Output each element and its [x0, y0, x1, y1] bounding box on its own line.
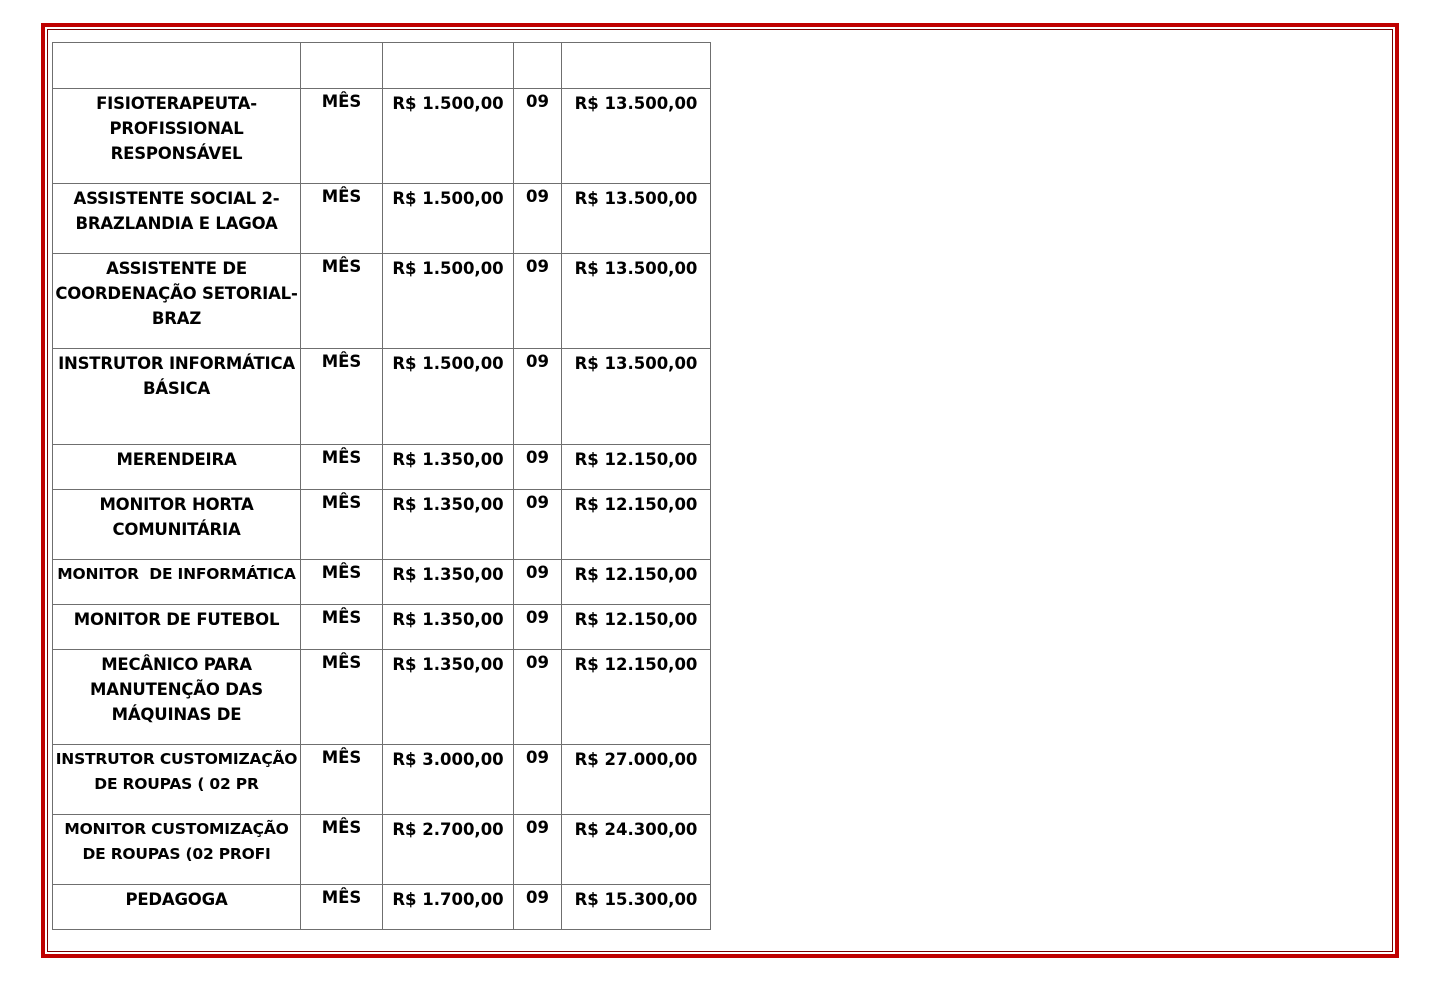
- unit-price-cell: R$ 1.700,00: [383, 885, 514, 930]
- unit-price-cell: R$ 3.000,00: [383, 745, 514, 815]
- unit-cell: MÊS: [301, 885, 383, 930]
- total-cell: R$ 24.300,00: [562, 815, 711, 885]
- total-cell: R$ 27.000,00: [562, 745, 711, 815]
- table-row: [53, 745, 711, 815]
- unit-price-cell: R$ 1.350,00: [383, 605, 514, 650]
- table-row: [53, 445, 711, 490]
- role-cell: MONITOR HORTA COMUNITÁRIA: [53, 490, 301, 560]
- table-header-row: [53, 43, 711, 89]
- role-cell: FISIOTERAPEUTA-PROFISSIONAL RESPONSÁVEL: [53, 89, 301, 184]
- unit-price-cell: R$ 1.350,00: [383, 490, 514, 560]
- total-cell: R$ 15.300,00: [562, 885, 711, 930]
- unit-cell: MÊS: [301, 560, 383, 605]
- total-cell: R$ 12.150,00: [562, 650, 711, 745]
- total-cell: R$ 13.500,00: [562, 184, 711, 254]
- header-cell-price: [383, 43, 514, 89]
- unit-price-cell: R$ 1.350,00: [383, 650, 514, 745]
- unit-cell: MÊS: [301, 89, 383, 184]
- unit-cell: MÊS: [301, 815, 383, 885]
- unit-price-cell: R$ 1.350,00: [383, 445, 514, 490]
- table-row: [53, 605, 711, 650]
- header-cell-qty: [514, 43, 562, 89]
- role-cell: INSTRUTOR CUSTOMIZAÇÃO DE ROUPAS ( 02 PR: [53, 745, 301, 815]
- total-cell: R$ 12.150,00: [562, 605, 711, 650]
- unit-cell: MÊS: [301, 745, 383, 815]
- role-cell: MONITOR CUSTOMIZAÇÃO DE ROUPAS (02 PROFI: [53, 815, 301, 885]
- table-row: [53, 650, 711, 745]
- total-cell: R$ 13.500,00: [562, 89, 711, 184]
- quantity-cell: 09: [514, 815, 562, 885]
- table-row: [53, 184, 711, 254]
- unit-cell: MÊS: [301, 650, 383, 745]
- total-cell: R$ 13.500,00: [562, 254, 711, 349]
- header-cell-role: [53, 43, 301, 89]
- unit-cell: MÊS: [301, 254, 383, 349]
- unit-cell: MÊS: [301, 349, 383, 445]
- unit-cell: MÊS: [301, 445, 383, 490]
- quantity-cell: 09: [514, 184, 562, 254]
- quantity-cell: 09: [514, 254, 562, 349]
- quantity-cell: 09: [514, 89, 562, 184]
- total-cell: R$ 12.150,00: [562, 490, 711, 560]
- total-cell: R$ 12.150,00: [562, 560, 711, 605]
- table-row: [53, 560, 711, 605]
- unit-price-cell: R$ 1.500,00: [383, 184, 514, 254]
- unit-price-cell: R$ 2.700,00: [383, 815, 514, 885]
- role-cell: ASSISTENTE DE COORDENAÇÃO SETORIAL-BRAZ: [53, 254, 301, 349]
- quantity-cell: 09: [514, 650, 562, 745]
- cost-table: [52, 42, 711, 930]
- unit-cell: MÊS: [301, 184, 383, 254]
- table-row: [53, 885, 711, 930]
- unit-price-cell: R$ 1.500,00: [383, 349, 514, 445]
- total-cell: R$ 13.500,00: [562, 349, 711, 445]
- table-row: [53, 490, 711, 560]
- role-cell: ASSISTENTE SOCIAL 2-BRAZLANDIA E LAGOA: [53, 184, 301, 254]
- quantity-cell: 09: [514, 605, 562, 650]
- unit-cell: MÊS: [301, 605, 383, 650]
- unit-price-cell: R$ 1.500,00: [383, 89, 514, 184]
- quantity-cell: 09: [514, 560, 562, 605]
- role-cell: INSTRUTOR INFORMÁTICA BÁSICA: [53, 349, 301, 445]
- quantity-cell: 09: [514, 349, 562, 445]
- quantity-cell: 09: [514, 745, 562, 815]
- role-cell: MERENDEIRA: [53, 445, 301, 490]
- role-cell: MONITOR DE FUTEBOL: [53, 605, 301, 650]
- table-row: [53, 254, 711, 349]
- unit-price-cell: R$ 1.500,00: [383, 254, 514, 349]
- unit-cell: MÊS: [301, 490, 383, 560]
- quantity-cell: 09: [514, 445, 562, 490]
- quantity-cell: 09: [514, 490, 562, 560]
- header-cell-unit: [301, 43, 383, 89]
- table-row: [53, 349, 711, 445]
- quantity-cell: 09: [514, 885, 562, 930]
- table-row: [53, 815, 711, 885]
- role-cell: MECÂNICO PARA MANUTENÇÃO DAS MÁQUINAS DE: [53, 650, 301, 745]
- header-cell-total: [562, 43, 711, 89]
- unit-price-cell: R$ 1.350,00: [383, 560, 514, 605]
- table-row: [53, 89, 711, 184]
- total-cell: R$ 12.150,00: [562, 445, 711, 490]
- role-cell: PEDAGOGA: [53, 885, 301, 930]
- role-cell: MONITOR DE INFORMÁTICA: [53, 560, 301, 605]
